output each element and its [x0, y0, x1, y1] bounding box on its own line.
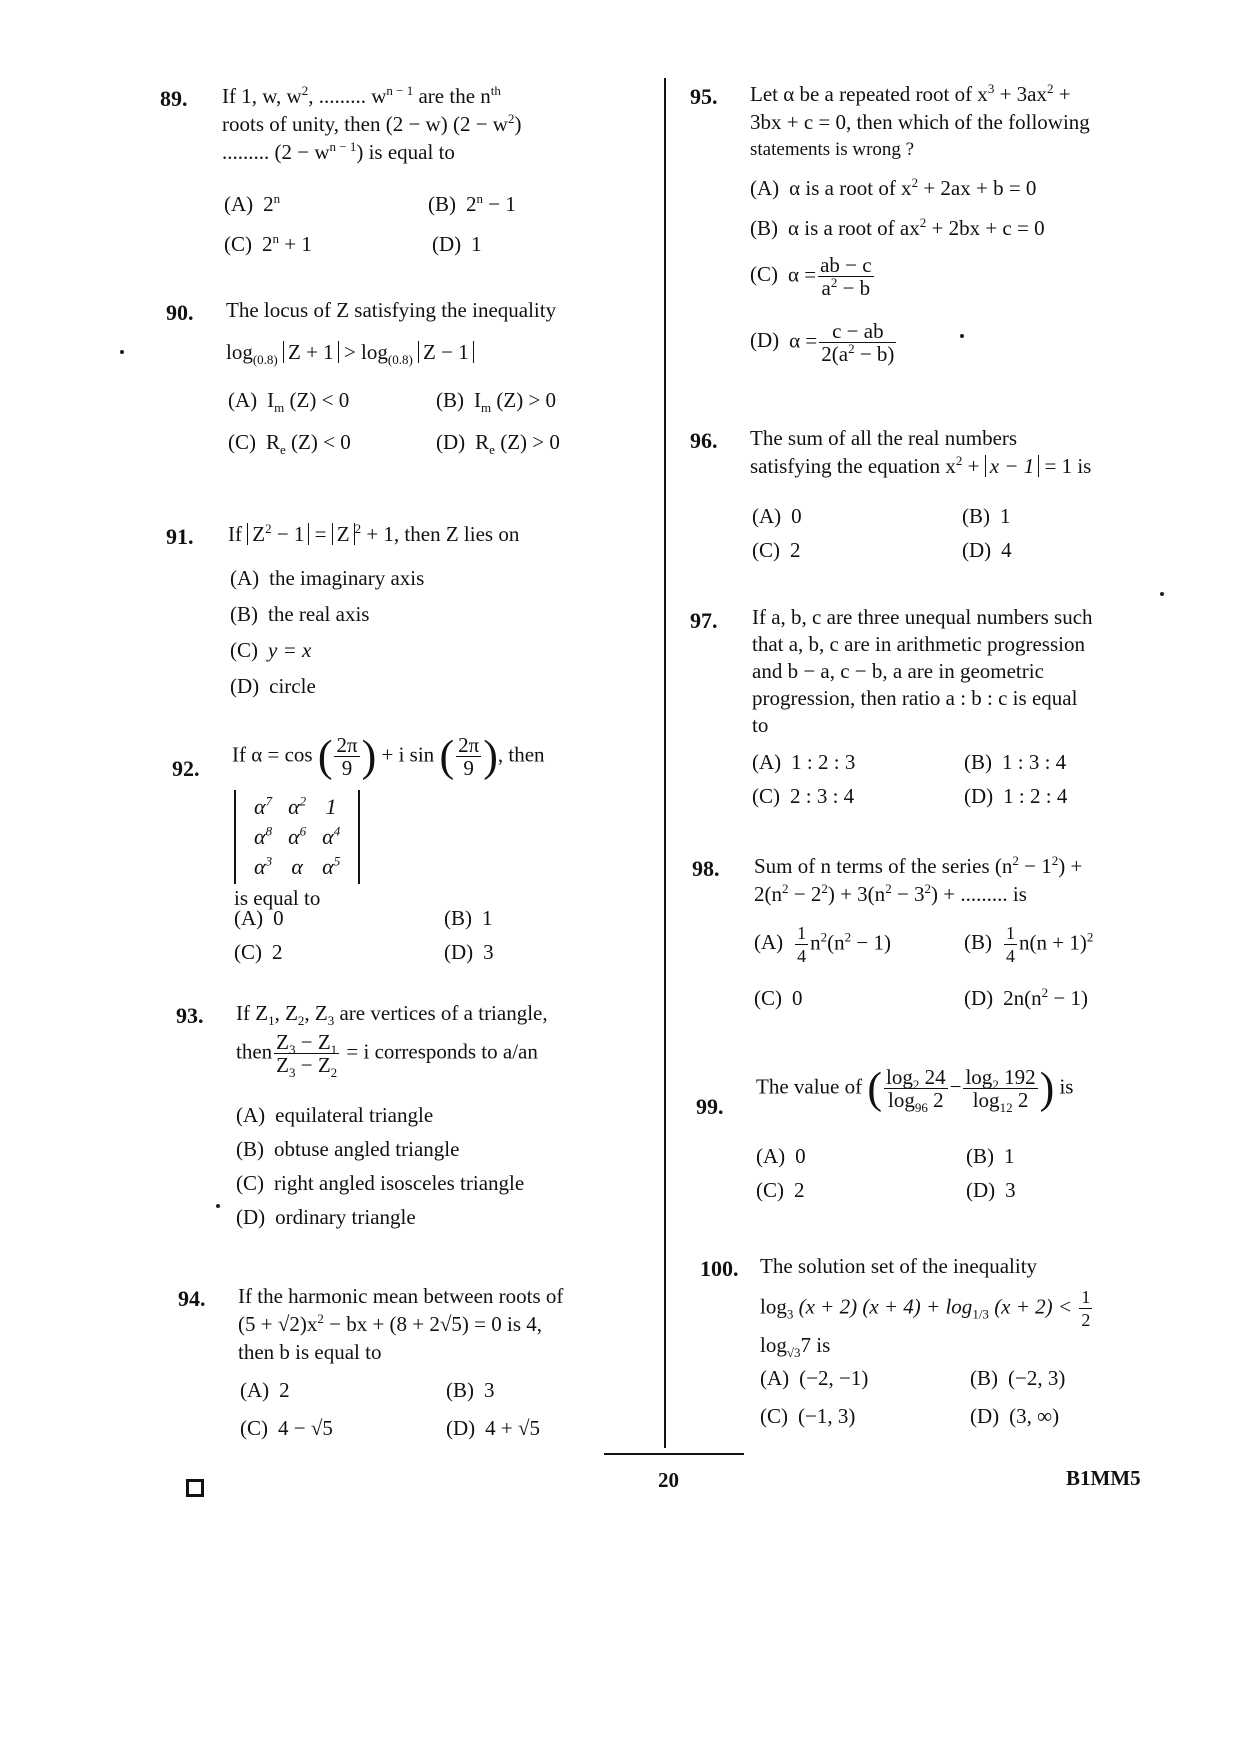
question-text: Sum of n terms of the series $(n^2 - 1^2)$ + $2(n^2 - 2^2) + 3(n^2 - 3^2)$ + ......... is: [754, 853, 1083, 906]
option-b[interactable]: (B) 1: [966, 1144, 1015, 1168]
option-a[interactable]: (A) 2$^n$: [224, 191, 281, 216]
option-b[interactable]: (B) 1 : 3 : 4: [964, 750, 1067, 774]
scan-speck: [216, 1204, 220, 1208]
question-number: 98.: [692, 856, 720, 881]
question-number: 90.: [166, 300, 194, 325]
option-a[interactable]: (A) 0: [756, 1144, 806, 1168]
option-c[interactable]: (C) (−1, 3): [760, 1404, 856, 1428]
option-a[interactable]: (A) 0: [752, 504, 802, 528]
footer-rule: [604, 1453, 744, 1455]
question-text: The sum of all the real numbers satisfying the equation $x^2 + x - 1 = 1$ is: [750, 426, 1092, 478]
question-text: If 1, w, $w^2$, ......... $w^{n - 1}$ are the $n^{th}$ roots of unity, then (2 − w) $(2 - w^2)$ ......... $(2 - w^{n - 1})$ is equal to: [222, 83, 522, 164]
scan-speck: [120, 350, 124, 354]
option-a[interactable]: (A) α is a root of $x^2 + 2ax + b = 0$: [750, 175, 1037, 200]
option-b[interactable]: (B) $I_m$ (Z) > 0: [436, 388, 557, 416]
option-b[interactable]: (B) 3: [446, 1378, 495, 1402]
option-d[interactable]: (D) (3, ∞): [970, 1404, 1060, 1428]
option-c[interactable]: (C) 2: [752, 538, 801, 562]
option-c[interactable]: (C) $R_e$ (Z) < 0: [228, 430, 351, 458]
option-c[interactable]: (C) 2: [234, 940, 283, 964]
question-text: The locus of Z satisfying the inequality $\log_{(0.8)} Z + 1 > \log_{(0.8)} Z - 1$: [226, 298, 557, 368]
question-text: The value of ( $\frac{\log_2 24}{\log_{96} 2}$ − $\frac{\log_2 192}{\log_{12} 2}$ ) is: [756, 1063, 1074, 1116]
corner-box-icon: [186, 1479, 204, 1497]
scan-speck: [960, 334, 964, 338]
option-d[interactable]: (D) 4 + √5: [446, 1416, 541, 1440]
option-d[interactable]: (D) 1 : 2 : 4: [964, 784, 1068, 808]
question-number: 91.: [166, 524, 194, 549]
question-number: 92.: [172, 756, 200, 781]
booklet-code: B1MM5: [1066, 1466, 1141, 1490]
question-number: 96.: [690, 428, 718, 453]
question-text: If the harmonic mean between roots of $(5 + √2)x^2$ − bx + (8 + 2√5) = 0 is 4, then b is equal to: [238, 1284, 564, 1364]
option-d[interactable]: (D) ordinary triangle: [236, 1205, 416, 1229]
option-b[interactable]: (B) $2^n - 1$: [428, 191, 516, 216]
question-text: If a, b, c are three unequal numbers such that a, b, c are in arithmetic progression and b − a, c − b, a are in geometric progression, then ratio a : b : c is equal to: [752, 605, 1093, 737]
option-c[interactable]: (C) 4 − √5: [240, 1416, 333, 1440]
option-d[interactable]: (D) 3: [966, 1178, 1016, 1202]
option-b[interactable]: (B) 1: [962, 504, 1011, 528]
option-c[interactable]: (C) right angled isosceles triangle: [236, 1171, 525, 1195]
option-a[interactable]: (A) 2: [240, 1378, 290, 1402]
option-c[interactable]: (C) 2: [756, 1178, 805, 1202]
question-text: If α = cos ( $\frac{2\pi}{9}$ ) + i sin ( $\frac{2\pi}{9}$ ), then: [232, 731, 545, 781]
option-d[interactable]: (D) α = $\frac{c - ab}{2(a^2 - b)}$: [750, 319, 895, 366]
option-b[interactable]: (B) obtuse angled triangle: [236, 1137, 460, 1161]
option-a[interactable]: (A) $I_m$ (Z) < 0: [228, 388, 350, 416]
question-text: If $Z^2 - 1 = Z$ $^2$ + 1, then Z lies on: [228, 521, 520, 546]
option-d[interactable]: (D) 1: [432, 232, 482, 256]
question-text: If $Z_1$, $Z_2$, $Z_3$ are vertices of a triangle, then $\frac{Z_3 - Z_1}{Z_3 - Z_2}$ = i corresponds to a/an: [236, 1001, 548, 1081]
question-number: 95.: [690, 84, 718, 109]
option-b[interactable]: (B) $\frac{1}{4}$ $n(n + 1)^2$: [964, 923, 1094, 966]
question-number: 89.: [160, 86, 188, 111]
option-c[interactable]: (C) α = $\frac{ab - c}{a^2 - b}$: [750, 253, 872, 300]
option-b[interactable]: (B) (−2, 3): [970, 1366, 1066, 1390]
option-a[interactable]: (A) the imaginary axis: [230, 566, 425, 590]
question-number: 97.: [690, 608, 718, 633]
option-a[interactable]: (A) 1 : 2 : 3: [752, 750, 856, 774]
question-number: 94.: [178, 1286, 206, 1311]
column-divider: [664, 78, 666, 1448]
option-b[interactable]: (B) 1: [444, 906, 493, 930]
option-a[interactable]: (A) $\frac{1}{4}$ $n^2(n^2 - 1)$: [754, 923, 891, 966]
option-c[interactable]: (C) $2^n + 1$: [224, 231, 312, 256]
question-number: 93.: [176, 1003, 204, 1028]
option-d[interactable]: (D) circle: [230, 674, 316, 698]
option-a[interactable]: (A) 0: [234, 906, 284, 930]
option-a[interactable]: (A) equilateral triangle: [236, 1103, 434, 1127]
determinant: $\alpha^7$ $\alpha^2$ 1 $\alpha^8$ $\alpha^6$ $\alpha^4$ $\alpha^3$ α $\alpha^5$ is equal to: [234, 790, 360, 912]
option-b[interactable]: (B) α is a root of $ax^2 + 2bx + c = 0$: [750, 215, 1045, 240]
page-number: 20: [658, 1468, 679, 1492]
scan-speck: [1160, 592, 1164, 596]
question-text: Let α be a repeated root of $x^3 + 3ax^2$ + 3bx + c = 0, then which of the following statements is wrong ?: [750, 81, 1090, 160]
option-c[interactable]: (C) y = x: [230, 638, 312, 662]
question-number: 100.: [700, 1256, 739, 1281]
option-d[interactable]: (D) 3: [444, 940, 494, 964]
option-d[interactable]: (D) 4: [962, 538, 1012, 562]
question-text: The solution set of the inequality $\log_3 (x + 2) (x + 4) + \log_{1/3} (x + 2)$ < $\frac{1}{2}$ $\log_{√3}7$ is: [760, 1254, 1091, 1361]
option-c[interactable]: (C) 0: [754, 986, 803, 1010]
option-b[interactable]: (B) the real axis: [230, 602, 370, 626]
question-number: 99.: [696, 1094, 724, 1119]
option-d[interactable]: (D) $2n(n^2 - 1)$: [964, 985, 1088, 1010]
option-c[interactable]: (C) 2 : 3 : 4: [752, 784, 855, 808]
option-d[interactable]: (D) $R_e$ (Z) > 0: [436, 430, 560, 458]
option-a[interactable]: (A) (−2, −1): [760, 1366, 869, 1390]
